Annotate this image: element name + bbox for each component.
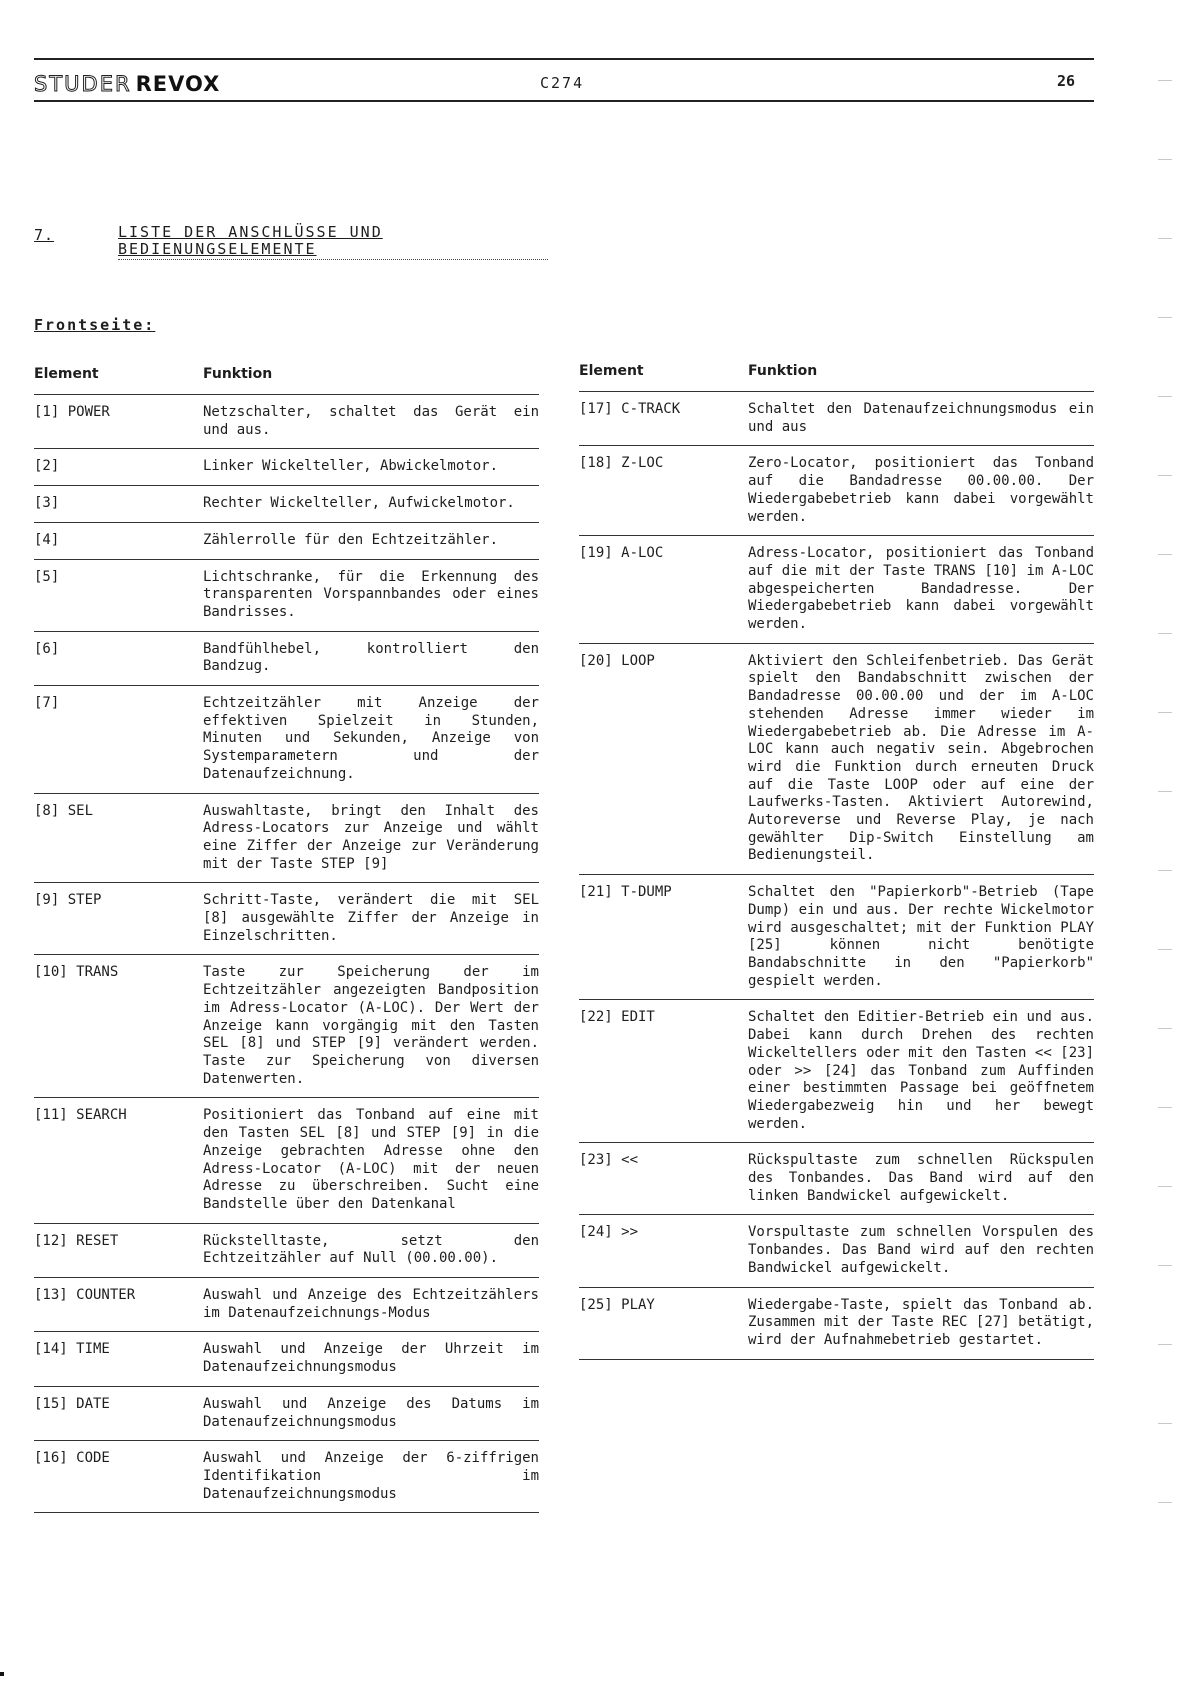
function-cell: Aktiviert den Schleifenbetrieb. Das Gerät spielt den Bandabschnitt zwischen der Bandadresse 00.00.00 und der im A-LOC stehenden Adresse immer wieder im Wiedergabebetrieb ab. Die Adresse im A-LOC kann auch negativ sein. Abgebrochen wird die Funktion durch erneuten Druck auf die Taste LOOP oder auf eine der Laufwerks-Tasten. Aktiviert Autorewind, Autoreverse und Reverse Play, je nach gewählter Dip-Switch Einstellung am Bedienungsteil.: [748, 652, 1094, 864]
element-cell: [5]: [34, 568, 60, 585]
function-cell: Auswahl und Anzeige des Datums im Datenaufzeichnungsmodus: [203, 1395, 539, 1430]
function-column-header: Funktion: [748, 363, 818, 379]
function-cell: Zero-Locator, positioniert das Tonband auf die Bandadresse 00.00.00. Der Wiedergabebetrieb kann dabei vorgewählt werden.: [748, 455, 1094, 525]
element-cell: [25] PLAY: [579, 1296, 655, 1313]
element-cell: [7]: [34, 695, 60, 712]
element-column-header: Element: [579, 363, 644, 379]
element-cell: [6]: [34, 640, 60, 657]
table-row: [579, 1215, 1094, 1287]
table-row: [34, 486, 539, 523]
element-cell: [20] LOOP: [579, 652, 655, 669]
margin-tick-marks: [1158, 80, 1172, 1581]
element-cell: [14] TIME: [34, 1341, 110, 1358]
element-cell: [18] Z-LOC: [579, 455, 664, 472]
document-number: C274: [540, 74, 585, 92]
element-cell: [19] A-LOC: [579, 545, 664, 562]
left-table-body: [34, 395, 539, 1513]
function-cell: Bandfühlhebel, kontrolliert den Bandzug.: [203, 640, 539, 675]
table-row: [579, 536, 1094, 644]
function-cell: Schaltet den Datenaufzeichnungsmodus ein und aus: [748, 401, 1094, 435]
table-row: [579, 1143, 1094, 1215]
function-cell: Schaltet den Editier-Betrieb ein und aus. Dabei kann durch Drehen des rechten Wickeltellers oder mit den Tasten << [23] oder >> [24] das Tonband zum Auffinden einer bestimmten Passage bei geöffnetem Wiedergabezweig hin und her bewegt werden.: [748, 1009, 1094, 1132]
element-cell: [16] CODE: [34, 1450, 110, 1467]
function-cell: Echtzeitzähler mit Anzeige der effektiven Spielzeit in Stunden, Minuten und Sekunden, Anzeige von Systemparametern und der Datenaufzeichnung.: [203, 695, 539, 782]
table-row: [579, 644, 1094, 875]
function-column-header: Funktion: [203, 366, 273, 382]
section-title-line1: LISTE DER ANSCHLÜSSE UND: [118, 223, 383, 241]
function-cell: Zählerrolle für den Echtzeitzähler.: [203, 531, 499, 548]
function-cell: Vorspultaste zum schnellen Vorspulen des Tonbandes. Das Band wird auf den rechten Bandwickel aufgewickelt.: [748, 1224, 1094, 1276]
element-cell: [2]: [34, 458, 60, 475]
element-cell: [13] COUNTER: [34, 1287, 136, 1304]
table-row: [579, 875, 1094, 1000]
brand-logo: [34, 72, 220, 96]
header-bottom-rule: [34, 100, 1094, 102]
table-row: [34, 560, 539, 632]
table-row: [34, 955, 539, 1098]
element-cell: [12] RESET: [34, 1232, 119, 1249]
function-cell: Auswahl und Anzeige der Uhrzeit im Datenaufzeichnungsmodus: [203, 1341, 539, 1376]
element-cell: [22] EDIT: [579, 1009, 655, 1026]
section-number: 7.: [34, 226, 55, 244]
function-cell: Rechter Wickelteller, Aufwickelmotor.: [203, 495, 515, 512]
function-cell: Rückspultaste zum schnellen Rückspulen des Tonbandes. Das Band wird auf den linken Bandwickel aufgewickelt.: [748, 1152, 1094, 1204]
table-row: [579, 446, 1094, 536]
scan-corner-mark: [0, 1672, 4, 1676]
table-row: [34, 449, 539, 486]
function-cell: Adress-Locator, positioniert das Tonband auf die mit der Taste TRANS [10] im A-LOC abgespeicherten Bandadresse. Der Wiedergabebetrieb kann dabei vorgewählt werden.: [748, 545, 1094, 633]
table-row: [579, 392, 1094, 446]
header-top-rule: [34, 58, 1094, 60]
table-row: [34, 523, 539, 560]
function-cell: Netzschalter, schaltet das Gerät ein und aus.: [203, 404, 539, 438]
table-row: [34, 794, 539, 884]
function-cell: Rückstelltaste, setzt den Echtzeitzähler auf Null (00.00.00).: [203, 1232, 539, 1267]
element-cell: [11] SEARCH: [34, 1107, 127, 1124]
table-row: [34, 395, 539, 449]
brand-studer: STUDER: [34, 72, 132, 96]
element-cell: [8] SEL: [34, 802, 94, 819]
right-table: [579, 363, 1094, 1360]
table-row: [34, 686, 539, 794]
table-row: [34, 1278, 539, 1332]
function-cell: Auswahltaste, bringt den Inhalt des Adress-Locators zur Anzeige und wählt eine Ziffer der Anzeige zur Veränderung mit der Taste STEP [9]: [203, 802, 539, 872]
function-cell: Lichtschranke, für die Erkennung des transparenten Vorspannbandes oder eines Bandrisses.: [203, 568, 539, 620]
element-cell: [24] >>: [579, 1224, 639, 1241]
left-table: [34, 366, 539, 1513]
page-number: 26: [1057, 72, 1076, 90]
function-cell: Schritt-Taste, verändert die mit SEL [8] ausgewählte Ziffer der Anzeige in Einzelschritten.: [203, 892, 539, 944]
element-cell: [10] TRANS: [34, 964, 119, 981]
function-cell: Linker Wickelteller, Abwickelmotor.: [203, 458, 499, 475]
section-title-line2: BEDIENUNGSELEMENTE: [118, 240, 317, 258]
function-cell: Positioniert das Tonband auf eine mit den Tasten SEL [8] und STEP [9] in die Anzeige gebrachten Adresse ohne den Adress-Locator (A-LOC) mit der neuen Adresse zu überschreiben. Sucht eine Bandstelle über den Datenkanal: [203, 1107, 539, 1212]
function-cell: Auswahl und Anzeige des Echtzeitzählers im Datenaufzeichnungs-Modus: [203, 1287, 539, 1321]
element-cell: [3]: [34, 495, 60, 512]
table-row: [34, 632, 539, 686]
table-row: [34, 1387, 539, 1441]
function-cell: Wiedergabe-Taste, spielt das Tonband ab. Zusammen mit der Taste REC [27] betätigt, wird der Aufnahmebetrieb gestartet.: [748, 1296, 1094, 1348]
element-cell: [17] C-TRACK: [579, 401, 681, 417]
element-cell: [9] STEP: [34, 892, 102, 909]
section-title: [118, 224, 383, 258]
section-title-underline: [118, 259, 548, 260]
right-table-body: [579, 392, 1094, 1360]
element-cell: [21] T-DUMP: [579, 884, 672, 901]
subheading-frontseite: Frontseite:: [34, 316, 156, 334]
brand-revox: REVOX: [135, 72, 221, 96]
left-table-header: [34, 366, 539, 395]
function-cell: Schaltet den "Papierkorb"-Betrieb (Tape Dump) ein und aus. Der rechte Wickelmotor wird ausgeschaltet; mit der Funktion PLAY [25] können nicht benötigte Bandabschnitte in den "Papierkorb" gespielt werden.: [748, 884, 1094, 989]
element-cell: [1] POWER: [34, 404, 110, 420]
table-row: [34, 1441, 539, 1513]
table-row: [34, 1332, 539, 1386]
function-cell: Taste zur Speicherung der im Echtzeitzähler angezeigten Bandposition im Adress-Locator (A-LOC). Der Wert der Anzeige kann vorgängig mit den Tasten SEL [8] und STEP [9] verändert werden. Taste zur Speicherung von diversen Datenwerten.: [203, 964, 539, 1087]
table-row: [579, 1000, 1094, 1143]
table-row: [34, 1098, 539, 1223]
element-cell: [15] DATE: [34, 1395, 110, 1412]
table-row: [579, 1288, 1094, 1360]
right-table-header: [579, 363, 1094, 392]
function-cell: Auswahl und Anzeige der 6-ziffrigen Identifikation im Datenaufzeichnungsmodus: [203, 1450, 539, 1502]
table-row: [34, 883, 539, 955]
element-cell: [23] <<: [579, 1152, 639, 1169]
element-column-header: Element: [34, 366, 99, 382]
table-row: [34, 1224, 539, 1278]
element-cell: [4]: [34, 531, 60, 548]
